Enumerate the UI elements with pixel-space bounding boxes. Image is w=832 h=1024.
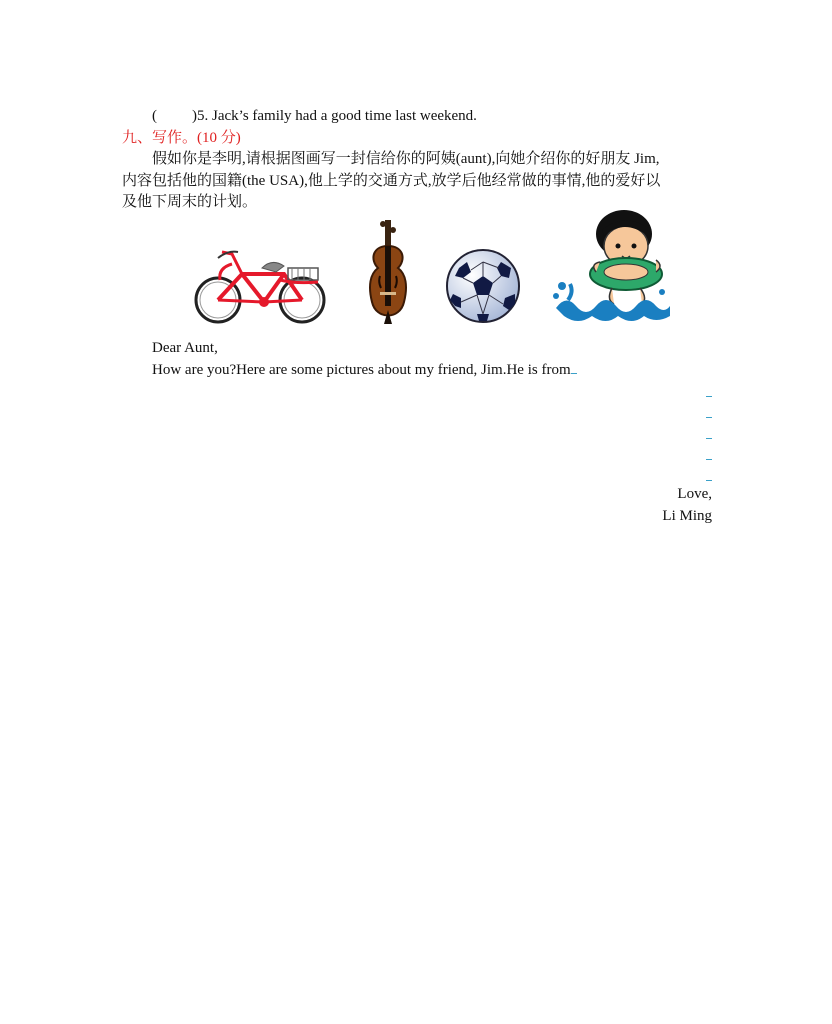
question-5-text: )5. Jack’s family had a good time last weekend.: [192, 108, 477, 124]
answer-line[interactable]: [706, 480, 712, 481]
instruction-line-3: 及他下周末的计划。: [122, 194, 258, 210]
letter-greeting: Dear Aunt,: [152, 340, 218, 356]
letter-closing: Love,: [677, 486, 712, 502]
section-title: 九、写作。(10 分): [122, 130, 241, 146]
answer-blank[interactable]: [571, 359, 577, 374]
answer-line[interactable]: [706, 438, 712, 439]
instruction-line-2: 内容包括他的国籍(the USA),他上学的交通方式,放学后他经常做的事情,他的爱好以: [122, 173, 661, 189]
letter-opening-text: How are you?Here are some pictures about my friend, Jim.He is from: [152, 362, 571, 378]
instruction-line-1: 假如你是李明,请根据图画写一封信给你的阿姨(aunt),向她介绍你的好朋友 Jim,: [152, 151, 660, 167]
bicycle-icon: [192, 240, 330, 326]
soccer-ball-icon: [445, 248, 521, 324]
letter-signature: Li Ming: [662, 508, 712, 524]
answer-line[interactable]: [706, 396, 712, 397]
swimming-boy-icon: [552, 208, 672, 326]
letter-opening: [152, 359, 577, 380]
answer-line[interactable]: [706, 459, 712, 460]
answer-line[interactable]: [706, 417, 712, 418]
violin-icon: [364, 216, 412, 326]
answer-paren[interactable]: (: [152, 108, 157, 124]
question-5: [152, 106, 477, 126]
